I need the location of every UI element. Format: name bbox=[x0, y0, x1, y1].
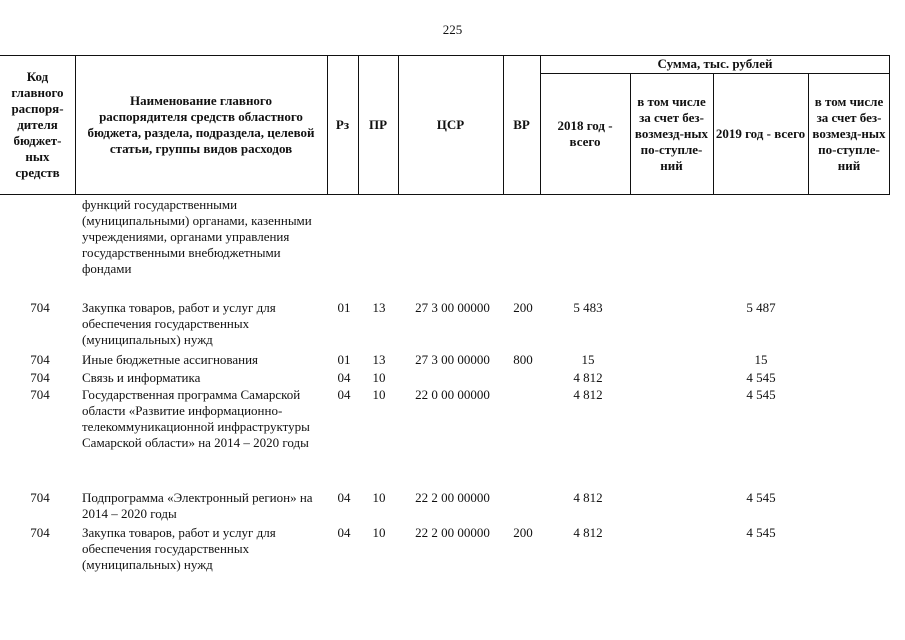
header-pr: ПР bbox=[368, 117, 388, 132]
header-csr: ЦСР bbox=[436, 117, 465, 132]
cell-name: Иные бюджетные ассигнования bbox=[82, 352, 259, 367]
header-2019-total: 2019 год - всего bbox=[715, 125, 806, 141]
cell-sum-2018: 5 483 bbox=[573, 300, 603, 315]
cell-sum-2018: 4 812 bbox=[573, 525, 603, 540]
cell-name: Подпрограмма «Электронный регион» на 2014 – 2020 годы bbox=[82, 490, 313, 521]
cell-sum-2019: 4 545 bbox=[746, 370, 776, 385]
cell-code: 704 bbox=[30, 352, 50, 367]
cell-code: 704 bbox=[30, 370, 50, 385]
cell-code: 704 bbox=[30, 490, 50, 505]
cell-rz: 04 bbox=[337, 387, 351, 402]
cell-pr: 13 bbox=[372, 352, 386, 367]
header-rz: Рз bbox=[335, 117, 350, 132]
cell-csr: 22 2 00 00000 bbox=[415, 490, 490, 505]
cell-sum-2018: 4 812 bbox=[573, 490, 603, 505]
cell-rz: 04 bbox=[337, 490, 351, 505]
cell-sum-2018: 15 bbox=[581, 352, 595, 367]
header-name: Наименование главного распорядителя средств областного бюджета, раздела, подраздела, целевой статьи, группы видов расходов bbox=[87, 93, 315, 156]
header-code: Код главного распоря-дителя бюджет-ных средств bbox=[11, 69, 64, 180]
cell-code: 704 bbox=[30, 525, 50, 540]
header-2018-total: 2018 год - всего bbox=[557, 117, 613, 149]
cell-pr: 10 bbox=[372, 370, 386, 385]
cell-rz: 04 bbox=[337, 370, 351, 385]
header-2019-free: в том числе за счет без-возмезд-ных по-ступле-ний bbox=[812, 93, 886, 173]
col-line bbox=[75, 55, 76, 195]
cell-csr: 27 3 00 00000 bbox=[415, 352, 490, 367]
table-header bbox=[0, 55, 890, 195]
cell-rz: 04 bbox=[337, 525, 351, 540]
cell-sum-2019: 5 487 bbox=[746, 300, 776, 315]
cell-vr: 200 bbox=[513, 300, 533, 315]
cell-sum-2018: 4 812 bbox=[573, 370, 603, 385]
page-number: 225 bbox=[442, 22, 463, 37]
cell-pr: 10 bbox=[372, 387, 386, 402]
cell-rz: 01 bbox=[337, 300, 351, 315]
header-2018-free: в том числе за счет без-возмезд-ных по-ступле-ний bbox=[634, 93, 709, 173]
cell-name: Закупка товаров, работ и услуг для обеспечения государственных (муниципальных) нужд bbox=[82, 300, 276, 347]
cell-vr: 200 bbox=[513, 525, 533, 540]
cell-csr: 27 3 00 00000 bbox=[415, 300, 490, 315]
cell-sum-2019: 15 bbox=[754, 352, 768, 367]
cell-code: 704 bbox=[30, 300, 50, 315]
cell-code: 704 bbox=[30, 387, 50, 402]
cell-pr: 13 bbox=[372, 300, 386, 315]
cell-name: Связь и информатика bbox=[82, 370, 201, 385]
header-vr: ВР bbox=[513, 117, 530, 132]
cell-pr: 10 bbox=[372, 490, 386, 505]
cell-pr: 10 bbox=[372, 525, 386, 540]
cell-sum-2019: 4 545 bbox=[746, 525, 776, 540]
cell-csr: 22 2 00 00000 bbox=[415, 525, 490, 540]
cell-vr: 800 bbox=[513, 352, 533, 367]
cell-csr: 22 0 00 00000 bbox=[415, 387, 490, 402]
cell-name: функций государственными (муниципальными) органами, казенными учреждениями, органами управления государственными внебюджетными фондами bbox=[82, 197, 312, 276]
cell-sum-2019: 4 545 bbox=[746, 490, 776, 505]
cell-name: Государственная программа Самарской области «Развитие информационно-телекоммуникационной инфраструктуры Самарской области» на 2014 – 2020 годы bbox=[82, 387, 310, 450]
cell-rz: 01 bbox=[337, 352, 351, 367]
cell-sum-2018: 4 812 bbox=[573, 387, 603, 402]
header-sum: Сумма, тыс. рублей bbox=[657, 56, 773, 71]
cell-sum-2019: 4 545 bbox=[746, 387, 776, 402]
cell-name: Закупка товаров, работ и услуг для обеспечения государственных (муниципальных) нужд bbox=[82, 525, 276, 572]
